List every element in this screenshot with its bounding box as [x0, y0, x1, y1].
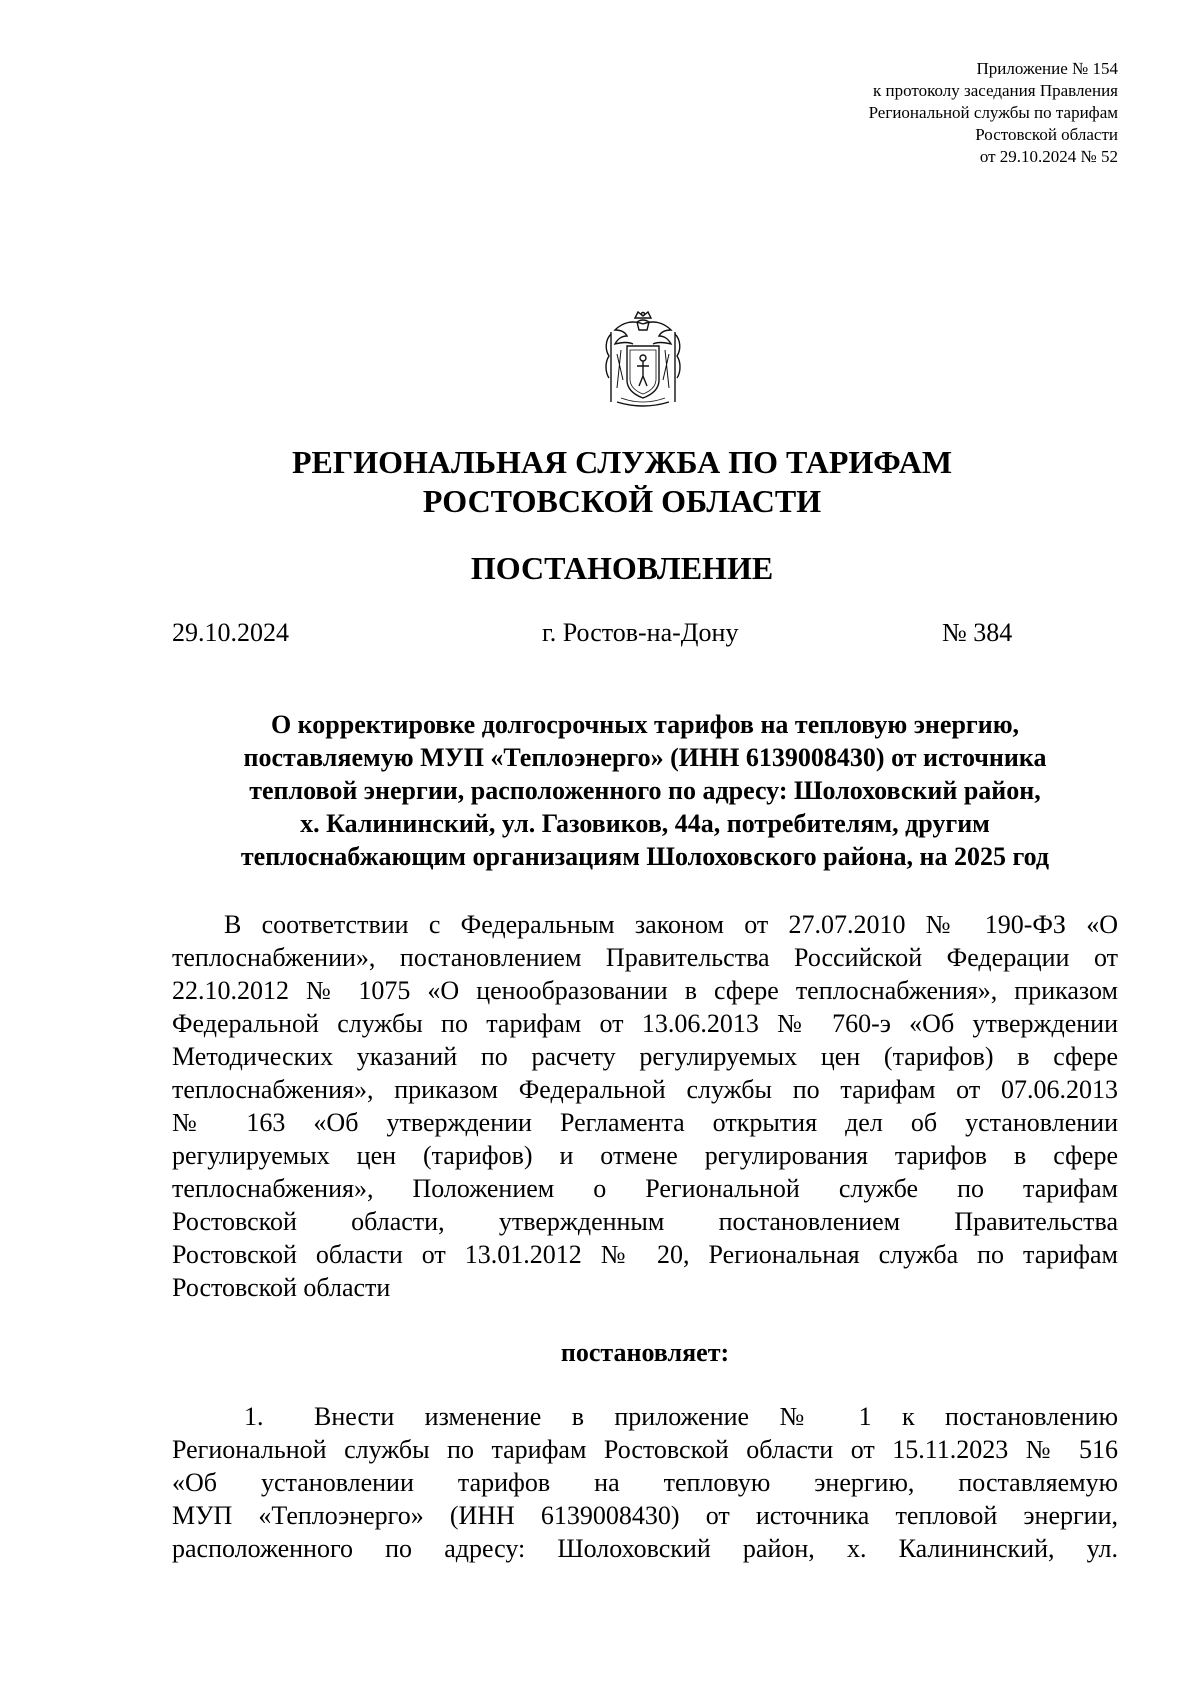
resolves-heading: постановляет: — [560, 1338, 730, 1367]
appendix-line: от 29.10.2024 № 52 — [979, 147, 1118, 166]
document-date: 29.10.2024 — [172, 618, 289, 647]
agency-line-1: РЕГИОНАЛЬНАЯ СЛУЖБА ПО ТАРИФАМ — [291, 444, 953, 480]
appendix-note — [598, 58, 1118, 168]
preamble-line: В соответствии с Федеральным законом от 27.07.2010 № 190-ФЗ «О — [224, 910, 1118, 939]
document-number: № 384 — [942, 618, 1013, 647]
item-line: Внести изменение в приложение № 1 к постановлению — [314, 1402, 1118, 1431]
item-1-paragraph — [172, 1400, 1118, 1565]
item-line-wrap — [314, 1400, 1118, 1433]
subject-line: поставляемую МУП «Теплоэнерго» (ИНН 6139008430) от источника — [243, 743, 1047, 772]
appendix-line: Приложение № 154 — [976, 59, 1118, 78]
preamble-line: Ростовской области, утвержденным постановлением Правительства — [172, 1207, 1118, 1236]
preamble-line: теплоснабжении», постановлением Правительства Российской Федерации от — [172, 943, 1118, 972]
preamble-line: № 163 «Об утверждении Регламента открытия дел об установлении — [172, 1108, 1118, 1137]
agency-name — [0, 443, 1200, 521]
preamble-line: 22.10.2012 № 1075 «О ценообразовании в сфере теплоснабжения», приказом — [172, 976, 1118, 1005]
preamble-paragraph — [172, 908, 1118, 1304]
item-number: 1. — [244, 1402, 264, 1431]
item-line: МУП «Теплоэнерго» (ИНН 6139008430) от источника тепловой энергии, — [172, 1501, 1118, 1530]
preamble-line: Ростовской области — [172, 1273, 391, 1302]
preamble-line: Федеральной службы по тарифам от 13.06.2013 № 760-э «Об утверждении — [172, 1009, 1118, 1038]
document-type: ПОСТАНОВЛЕНИЕ — [470, 550, 774, 586]
preamble-line: Ростовской области от 13.01.2012 № 20, Региональная служба по тарифам — [172, 1240, 1118, 1269]
item-line: «Об установлении тарифов на тепловую энергию, поставляемую — [172, 1468, 1118, 1497]
subject-line: О корректировке долгосрочных тарифов на тепловую энергию, — [270, 710, 1020, 739]
preamble-line: регулируемых цен (тарифов) и отмене регулирования тарифов в сфере — [172, 1141, 1118, 1170]
preamble-line: теплоснабжения», приказом Федеральной службы по тарифам от 07.06.2013 — [172, 1075, 1118, 1104]
appendix-line: Региональной службы по тарифам — [868, 103, 1118, 122]
appendix-line: к протоколу заседания Правления — [873, 81, 1118, 100]
subject-line: теплоснабжающим организациям Шолоховского района, на 2025 год — [240, 842, 1050, 871]
item-1-first-line — [172, 1400, 1118, 1433]
subject-line: х. Калининский, ул. Газовиков, 44а, потребителям, другим — [300, 809, 990, 838]
appendix-line: Ростовской области — [975, 125, 1118, 144]
preamble-line: Методических указаний по расчету регулируемых цен (тарифов) в сфере — [172, 1042, 1118, 1071]
preamble-line: теплоснабжения», Положением о Региональной службе по тарифам — [172, 1174, 1118, 1203]
item-line: расположенного по адресу: Шолоховский район, х. Калининский, ул. — [172, 1534, 1118, 1563]
document-subject — [172, 708, 1118, 873]
document-meta — [172, 616, 1032, 652]
item-line: Региональной службы по тарифам Ростовской области от 15.11.2023 № 516 — [172, 1435, 1118, 1464]
agency-line-2: РОСТОВСКОЙ ОБЛАСТИ — [422, 483, 822, 519]
subject-line: тепловой энергии, расположенного по адресу: Шолоховский район, — [249, 776, 1041, 805]
document-city: г. Ростов-на-Дону — [542, 618, 739, 647]
coat-of-arms-icon — [597, 310, 689, 414]
